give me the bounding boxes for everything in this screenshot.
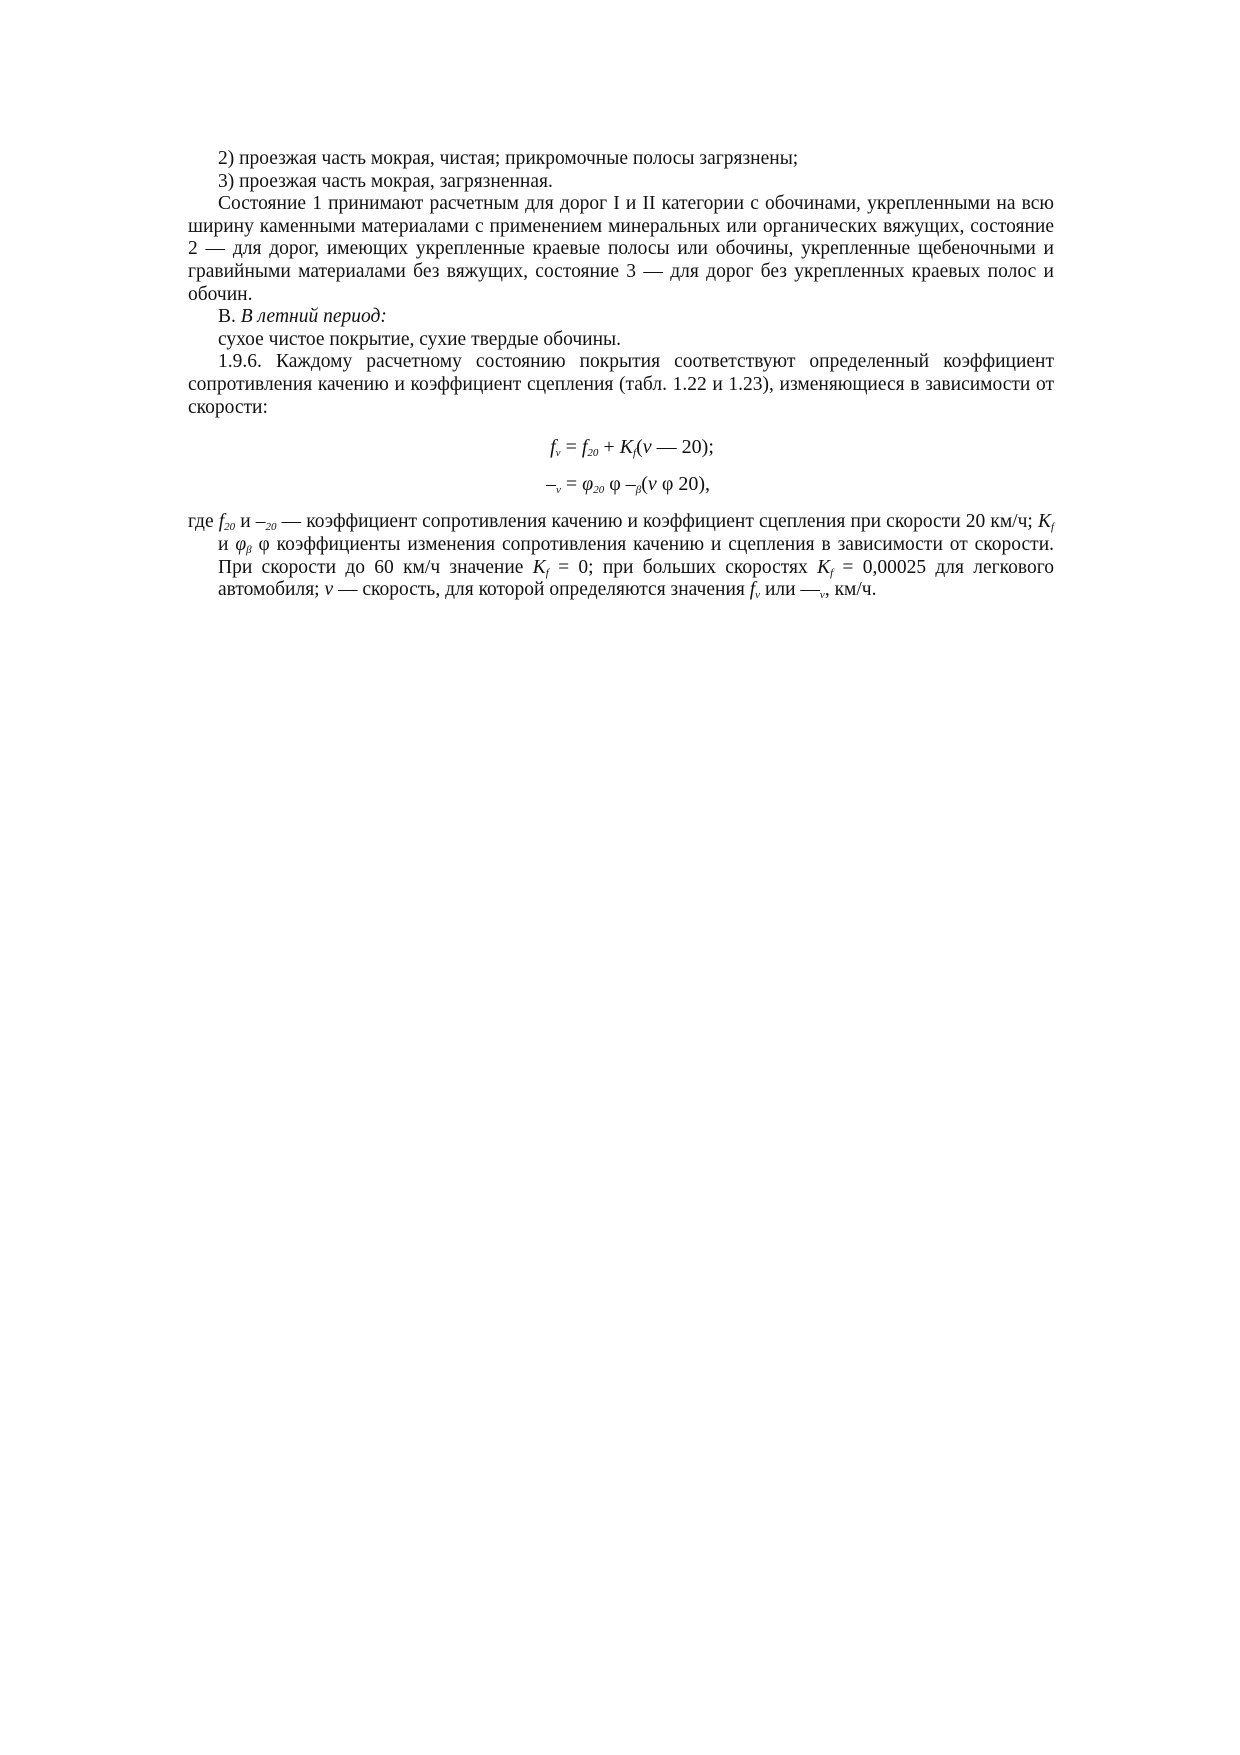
formula-rolling-resistance: $f_v = f_{20} + K_f(v$ — 20); <box>550 436 714 460</box>
section-b-title: В летний период: <box>240 306 387 328</box>
formula-adhesion: $-_v = \varphi_{20}$ φ $-_\beta(v$ φ 20), <box>545 472 711 496</box>
where-definitions: где $f_{20}$ и $-_{20}$ — коэффициент сопротивления качению и коэффициент сцепления при скорости 20 км/ч; $K_f$ и $\varphi_\beta$ φ коэффициенты изменения сопротивления качению и сцепления в зависимости от скорости. При скорости до 60 км/ч значение $K_f = 0$; при больших скоростях $K_f = 0,00025$ для легкового автомобиля; v — скорость, для которой определяются значения $f_v$ или $—_v$, км/ч. <box>188 511 1055 602</box>
section-b-heading <box>188 306 1054 329</box>
page-content <box>188 148 1054 602</box>
section-b-prefix: В. <box>218 306 241 328</box>
paragraph-1-9-6: 1.9.6. Каждому расчетному состоянию покрытия соответствуют определенный коэффициент сопротивления качению и коэффициент сцепления (табл. 1.22 и 1.23), изменяющиеся в зависимости от скорости: <box>188 351 1054 418</box>
list-item-3: 3) проезжая часть мокрая, загрязненная. <box>218 170 553 192</box>
summer-line: сухое чистое покрытие, сухие твердые обочины. <box>218 328 621 350</box>
state-paragraph: Состояние 1 принимают расчетным для дорог I и II категории с обочинами, укрепленными на всю ширину каменными материалами с применением минеральных или органических вяжущих, состояние 2 — для дорог, имеющих укрепленные краевые полосы или обочины, укрепленные щебеночными и гравийными материалами без вяжущих, состояние 3 — для дорог без укрепленных краевых полос и обочин. <box>188 193 1054 305</box>
list-item-2: 2) проезжая часть мокрая, чистая; прикромочные полосы загрязнены; <box>218 148 799 169</box>
